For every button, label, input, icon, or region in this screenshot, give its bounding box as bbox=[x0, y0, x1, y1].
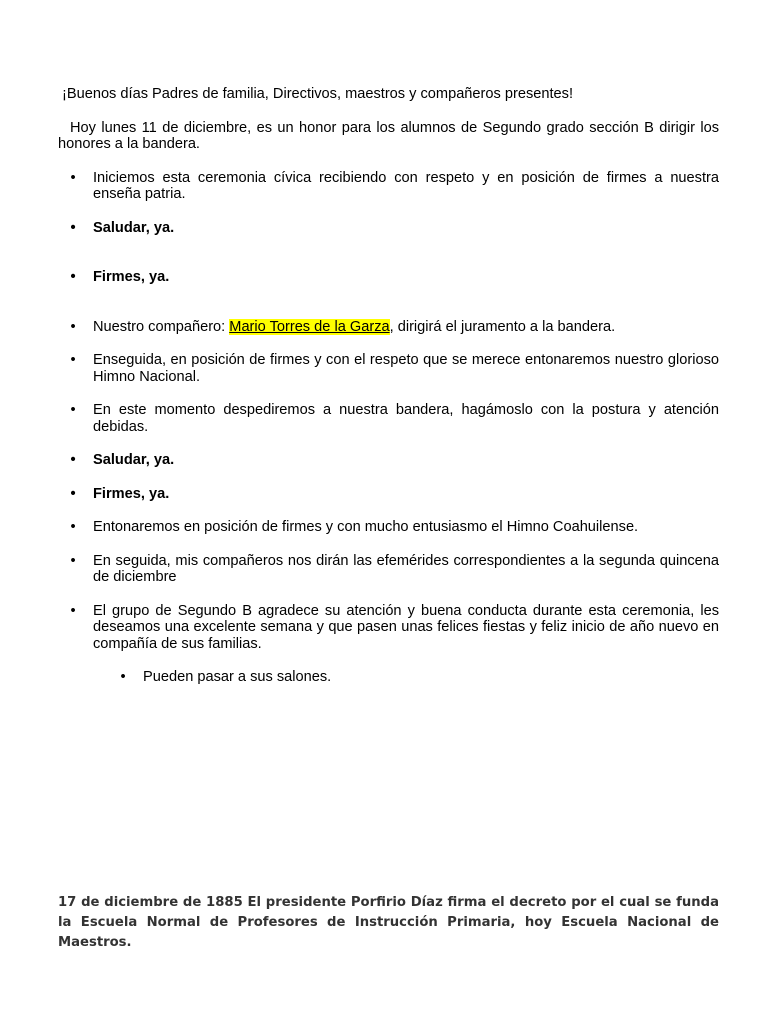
list-item-ephemerides bbox=[58, 553, 719, 586]
list-item-text: Saludar, ya. bbox=[93, 219, 175, 236]
bullet-icon: • bbox=[70, 552, 76, 569]
list-item-attention-2 bbox=[58, 486, 719, 503]
list-item-text bbox=[93, 319, 615, 335]
bullet-icon: • bbox=[70, 402, 76, 418]
bullet-icon: • bbox=[70, 485, 76, 502]
list-item-salute-2 bbox=[58, 452, 719, 469]
list-item-thanks bbox=[58, 603, 719, 653]
list-item-text: Firmes, ya. bbox=[93, 269, 170, 285]
list-item-attention bbox=[58, 269, 719, 286]
bullet-icon: • bbox=[70, 519, 76, 535]
list-item-text: Entonaremos en posición de firmes y con mucho entusiasmo el Himno Coahuilense. bbox=[93, 519, 639, 535]
bullet-icon: • bbox=[70, 318, 76, 335]
student-name-highlight: Mario Torres de la Garza bbox=[229, 318, 390, 335]
list-item-text: Iniciemos esta ceremonia cívica recibiendo con respeto y en posición de firmes a nuestra enseña patria. bbox=[93, 169, 719, 202]
list-item-oath bbox=[58, 319, 719, 336]
bullet-icon: • bbox=[70, 452, 76, 468]
list-item-text: Pueden pasar a sus salones. bbox=[143, 669, 332, 685]
list-item-salute bbox=[58, 220, 719, 237]
list-item-opening bbox=[58, 170, 719, 203]
bullet-icon: • bbox=[70, 602, 76, 619]
oath-prefix: Nuestro compañero: bbox=[93, 318, 230, 335]
list-item-text: En este momento despediremos a nuestra bandera, hagámoslo con la postura y atención debidas. bbox=[93, 402, 719, 435]
list-item-text: Firmes, ya. bbox=[93, 485, 170, 502]
bullet-icon: • bbox=[120, 669, 126, 685]
list-item-text: Saludar, ya. bbox=[93, 452, 175, 468]
bullet-icon: • bbox=[70, 219, 76, 236]
bullet-icon: • bbox=[70, 352, 76, 368]
ephemeris-footer: 17 de diciembre de 1885 El presidente Porfirio Díaz firma el decreto por el cual se funda la Escuela Normal de Profesores de Instrucción Primaria, hoy Escuela Nacional de Maestros. bbox=[58, 895, 719, 950]
list-item-dismissal bbox=[58, 669, 719, 686]
document-body bbox=[58, 86, 719, 703]
list-item-text: En seguida, mis compañeros nos dirán las efemérides correspondientes a la segunda quincena de diciembre bbox=[93, 552, 719, 585]
list-item-text: Enseguida, en posición de firmes y con el respeto que se merece entonaremos nuestro glorioso Himno Nacional. bbox=[93, 352, 719, 385]
greeting-paragraph: ¡Buenos días Padres de familia, Directivos, maestros y compañeros presentes! bbox=[62, 86, 574, 102]
intro-paragraph: Hoy lunes 11 de diciembre, es un honor para los alumnos de Segundo grado sección B dirigir los honores a la bandera. bbox=[58, 119, 719, 152]
bullet-icon: • bbox=[70, 269, 76, 285]
list-item-national-anthem bbox=[58, 352, 719, 385]
list-item-state-anthem bbox=[58, 519, 719, 536]
ceremony-steps-list bbox=[58, 170, 719, 686]
list-item-text: El grupo de Segundo B agradece su atención y buena conducta durante esta ceremonia, les deseamos una excelente semana y que pasen unas felices fiestas y feliz inicio de año nuevo en compañía de sus familias. bbox=[93, 602, 719, 652]
oath-suffix: , dirigirá el juramento a la bandera. bbox=[389, 318, 616, 335]
bullet-icon: • bbox=[70, 169, 76, 186]
list-item-farewell-flag bbox=[58, 402, 719, 435]
